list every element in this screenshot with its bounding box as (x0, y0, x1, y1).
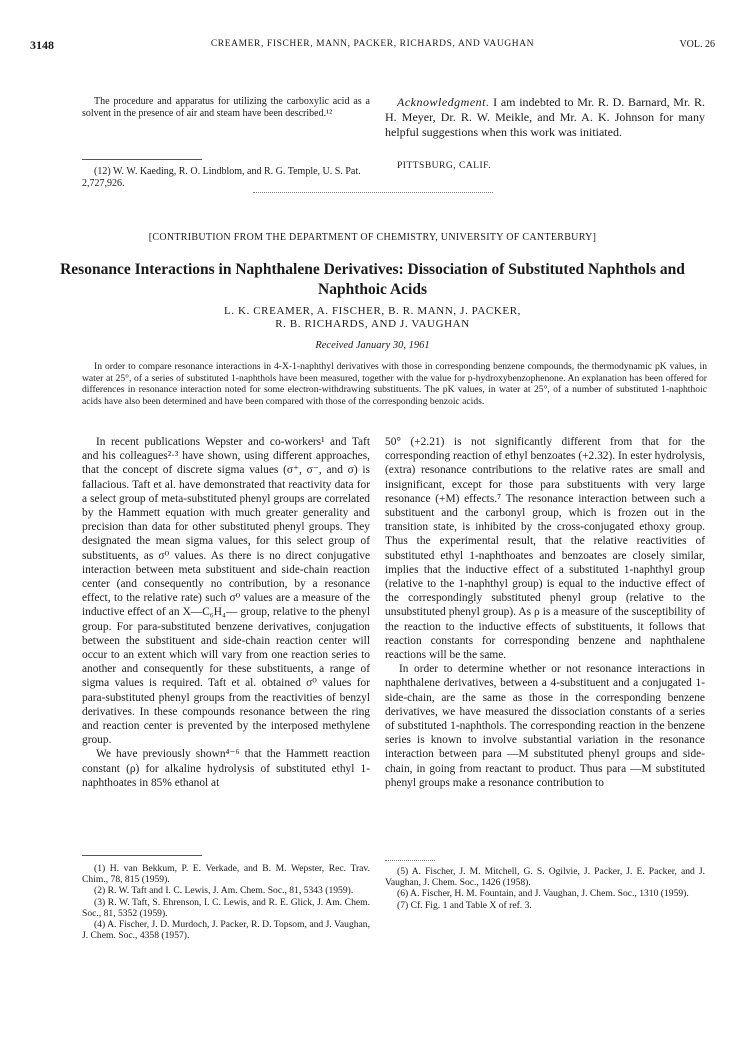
article-separator (253, 192, 493, 193)
author-line-2: R. B. RICHARDS, AND J. VAUGHAN (275, 318, 470, 330)
footnote: (2) R. W. Taft and I. C. Lewis, J. Am. Chem. Soc., 81, 5343 (1959). (94, 885, 354, 897)
acknowledgment-text: I am indebted to Mr. R. D. Barnard, Mr. R. H. Meyer, Dr. R. W. Meikle, and Mr. A. K. Johnson for many helpful suggestions when this work was initiated. (385, 95, 705, 139)
article-title: Resonance Interactions in Naphthalene Derivatives: Dissociation of Substituted Naphthols and Naphthoic Acids (60, 261, 685, 298)
previous-article-footnote: (12) W. W. Kaeding, R. O. Lindblom, and R. G. Temple, U. S. Pat. 2,727,926. (82, 166, 361, 189)
footnotes-left (82, 863, 370, 941)
body-paragraph: We have previously shown⁴⁻⁶ that the Hammett reaction constant (ρ) for alkaline hydrolysis of substituted ethyl 1-naphthoates in 85% ethanol at (82, 748, 370, 789)
footnote-divider (82, 159, 202, 160)
contribution-line: [CONTRIBUTION FROM THE DEPARTMENT OF CHEMISTRY, UNIVERSITY OF CANTERBURY] (148, 232, 597, 243)
author-byline (60, 305, 685, 331)
volume-number: VOL. 26 (679, 39, 715, 50)
body-paragraph: In order to determine whether or not resonance interactions in naphthalene derivatives, between a 4-substituent and a conjugated 1-side-chain, are the same as those in the corresponding benzene derivatives, we have measured the dissociation constants of a series of substituted 1-naphthols. The corresponding reaction in the benzene series is known to involve substantial variation in the resonance interaction between para —M substituted phenyl groups and side-chain, in going from reactant to product. Thus para —M substituted phenyl groups make a resonance contribution to (385, 663, 705, 789)
body-column-left (82, 435, 370, 790)
body-paragraph: In recent publications Wepster and co-workers¹ and Taft and his colleagues²·³ have shown, using different approaches, that the concept of discrete sigma values (σ⁺, σ⁻, and σ) is fallacious. Taft et al. have demonstrated that reactivity data for a select group of meta-substituted phenyl groups are correlated by the Hammett equation with much greater generality and precision than data for other substituted phenyl groups. They designated the mean sigma values, for this select group of substituents, as σ⁰ values. As there is no direct conjugative interaction between meta substituent and side-chain reaction center (and consequently no contribution, by a resonance effect, to the relative rate) such σ⁰ values are a measure of the inductive effect of an X—C₆H₄— group, relative to the phenyl group. For para-substituted benzene derivatives, conjugation between the substituent and side-chain reaction center will occur to an extent which will vary from one reaction series to another and consequently for these substituents, a range of sigma values is required. Taft et al. obtained σ⁰ values for para-substituted phenyl groups from the reactivities of benzyl derivatives. In these compounds resonance between the ring and reaction center is prevented by the interposed methylene group. (82, 436, 370, 747)
footnote: (3) R. W. Taft, S. Ehrenson, I. C. Lewis, and R. E. Glick, J. Am. Chem. Soc., 81, 5352 (1959). (82, 896, 370, 919)
footnote: (1) H. van Bekkum, P. E. Verkade, and B. M. Wepster, Rec. Trav. Chim., 78, 815 (1959). (82, 863, 370, 886)
acknowledgment-label: Acknowledgment. (397, 95, 490, 109)
running-header-authors: CREAMER, FISCHER, MANN, PACKER, RICHARDS, AND VAUGHAN (210, 39, 535, 49)
body-paragraph: 50° (+2.21) is not significantly different from that for the corresponding reaction of ethyl benzoates (+2.32). In ester hydrolysis, (extra) resonance contributions to the relative rates are small and insignificant, except for those para substituents with very large resonance (+M) effects.⁷ The resonance interaction between such a substituent and the carbonyl group, which is frozen out in the transition state, is inhibited by the cross-conjugated ethoxy group. Thus the experimental result, that the relative reactivities of substituted ethyl 1-naphthoates and benzoates are closely similar, implies that the inductive effect of a substituted 1-naphthyl group (relative to the 1-naphthyl group) is equal to the inductive effect of the correspondingly substituted phenyl group (relative to the unsubstituted phenyl group). As ρ is a measure of the susceptibility of the reaction to the inductive effects of substituents, it follows that reaction constants for corresponding benzene and naphthalene reactions will be the same. (385, 436, 705, 662)
previous-article-text: The procedure and apparatus for utilizing the carboxylic acid as a solvent in the presence of air and steam have been described.¹² (82, 96, 370, 119)
footnotes-right (385, 866, 705, 911)
footnote-divider-left (82, 855, 202, 856)
received-date: Received January 30, 1961 (315, 340, 430, 351)
acknowledgment (385, 95, 705, 140)
footnote: (5) A. Fischer, J. M. Mitchell, G. S. Ogilvie, J. Packer, J. E. Packer, and J. Vaughan, J. Chem. Soc., 1426 (1958). (385, 866, 705, 889)
footnote: (4) A. Fischer, J. D. Murdoch, J. Packer, R. D. Topsom, and J. Vaughan, J. Chem. Soc., 4358 (1957). (82, 919, 370, 942)
body-column-right (385, 435, 705, 790)
running-header (30, 38, 715, 56)
footnote-divider-right (385, 860, 435, 861)
footnote: (7) Cf. Fig. 1 and Table X of ref. 3. (397, 899, 532, 911)
author-location: PITTSBURG, CALIF. (397, 161, 492, 171)
abstract: In order to compare resonance interactions in 4-X-1-naphthyl derivatives with those in corresponding benzene compounds, the thermodynamic pK values, in water at 25°, of a series of substituted 1-naphthols have been measured, together with the value for p-hydroxybenzophenone. An explanation has been offered for differences in resonance interaction noted for some electron-withdrawing substituents. The pK values, in water at 25°, of a number of substituted 1-naphthoic acids have also been determined and have been compared with those of the corresponding benzoic acids. (82, 361, 707, 407)
page-number: 3148 (30, 38, 54, 52)
author-line-1: L. K. CREAMER, A. FISCHER, B. R. MANN, J. PACKER, (223, 305, 521, 317)
footnote: (6) A. Fischer, H. M. Fountain, and J. Vaughan, J. Chem. Soc., 1310 (1959). (397, 888, 689, 900)
